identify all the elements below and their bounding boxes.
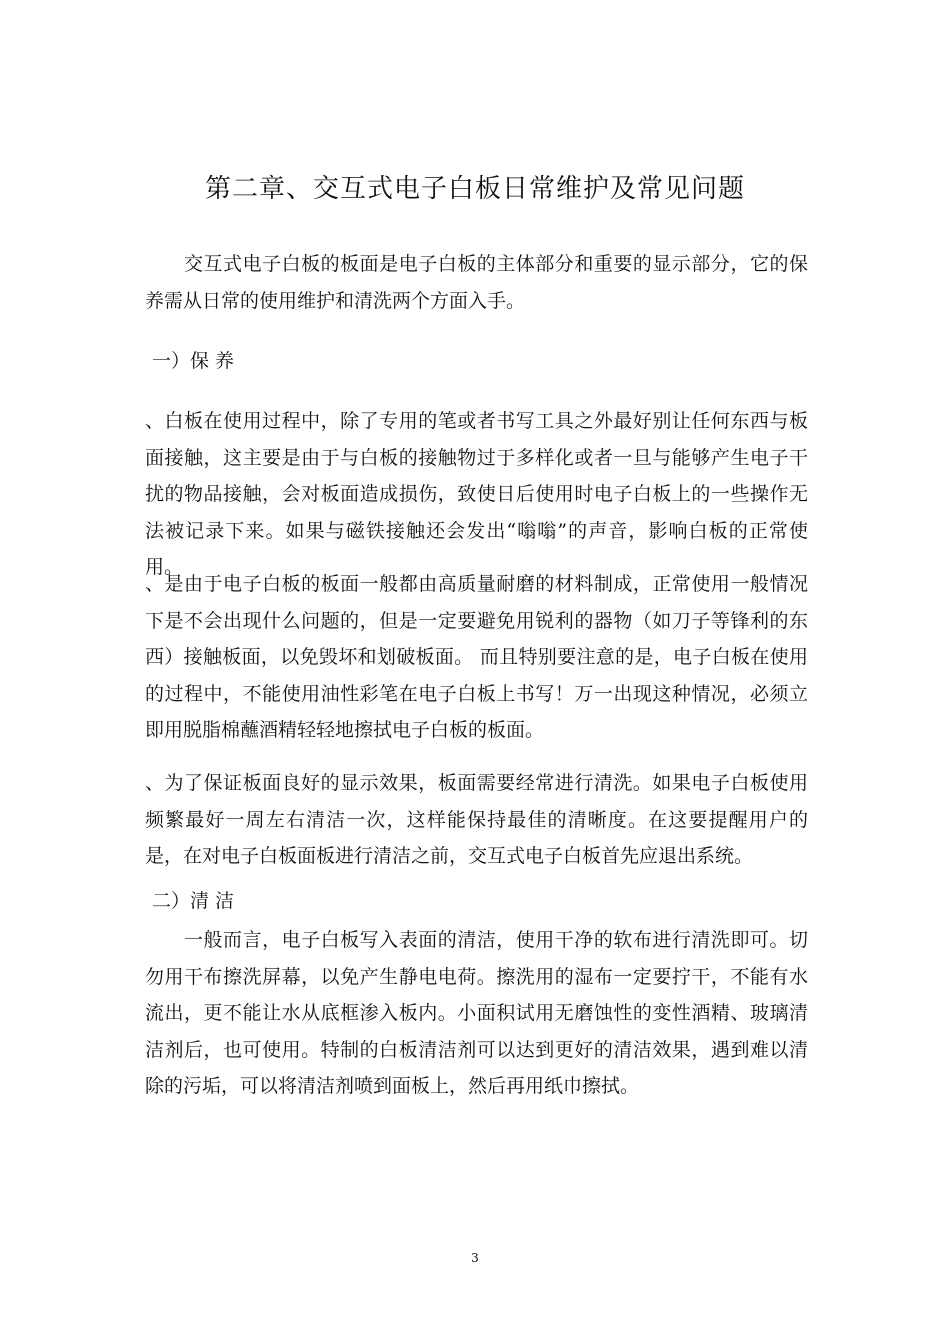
cleaning-paragraph: 一般而言，电子白板写入表面的清洁，使用干净的软布进行清洗即可。切勿用干布擦洗屏幕，以免产生静电电荷。擦洗用的湿布一定要拧干，不能有水流出，更不能让水从底框渗入板内。小面积试用无磨蚀性的变性酒精、玻璃清洁剂后，也可使用。特制的白板清洁剂可以达到更好的清洁效果，遇到难以清除的污垢，可以将清洁剂喷到面板上，然后再用纸巾擦拭。 — [145, 929, 808, 1097]
section-heading-cleaning: 二）清 洁 — [152, 890, 235, 912]
chapter-title: 第二章、交互式电子白板日常维护及常见问题 — [204, 174, 745, 204]
maintenance-item-3: 、为了保证板面良好的显示效果，板面需要经常进行清洗。如果电子白板使用频繁最好一周左右清洁一次，这样能保持最佳的清晰度。在这要提醒用户的是，在对电子白板面板进行清洁之前，交互式电子白板首先应退出系统。 — [145, 772, 808, 867]
page-number: 3 — [471, 1251, 479, 1265]
section-heading-maintenance: 一）保 养 — [152, 350, 235, 372]
maintenance-item-2: 、是由于电子白板的板面一般都由高质量耐磨的材料制成，正常使用一般情况下是不会出现什么问题的，但是一定要避免用锐利的器物（如刀子等锋利的东西）接触板面，以免毁坏和划破板面。 而且特别要注意的是，电子白板在使用的过程中，不能使用油性彩笔在电子白板上书写！万一出现这种情况，必须立即用脱脂棉蘸酒精轻轻地擦拭电子白板的板面。 — [145, 573, 808, 741]
intro-paragraph: 交互式电子白板的板面是电子白板的主体部分和重要的显示部分，它的保养需从日常的使用维护和清洗两个方面入手。 — [145, 253, 808, 312]
maintenance-item-1: 、白板在使用过程中，除了专用的笔或者书写工具之外最好别让任何东西与板面接触，这主要是由于与白板的接触物过于多样化或者一旦与能够产生电子干扰的物品接触，会对板面造成损伤，致使日后使用时电子白板上的一些操作无法被记录下来。如果与磁铁接触还会发出“嗡嗡”的声音，影响白板的正常使用。 — [145, 410, 808, 578]
